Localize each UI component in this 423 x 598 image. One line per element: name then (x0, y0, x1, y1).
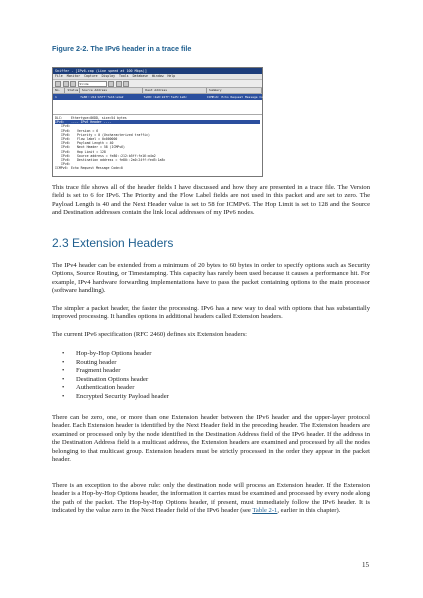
decode-protocol-label: IPv6: (61, 124, 71, 129)
decode-field-value: Version = 6 (77, 128, 99, 133)
screenshot-menu-item: Display (101, 74, 115, 78)
toolbar-capture-icon (108, 81, 114, 87)
decode-protocol-label: IPv6: (61, 137, 71, 142)
paragraph-text-start: There is an exception to the above rule: only the destination node will process an Extension header. If the Extension header is a Hop-by-Hop Options header, the information it carries must be examined and processed by every node along the path of the packet. The Hop-by-Hop Options header, if present, must immediately follow the IPv6 header. It is indicated by the value zero in the Next Header field of the IPv6 header (see (52, 482, 370, 515)
figure-caption: Figure 2-2. The IPv6 header in a trace file (52, 44, 192, 53)
decode-field-value: Echo Request Message Code=0 (71, 166, 123, 171)
toolbar-display-icon (123, 81, 129, 87)
screenshot-toolbar (53, 80, 262, 88)
toolbar-stop-icon (116, 81, 122, 87)
decode-field-value: Flow label = 0x000000 (77, 137, 118, 142)
extension-header-item: • Authentication header (52, 384, 169, 393)
toolbar-print-icon (70, 81, 76, 87)
screenshot-menu-item: Tools (119, 74, 129, 78)
packet-list-column-header: Status (67, 88, 79, 92)
extension-header-item: • Routing header (52, 359, 169, 368)
packet-decode-tree (53, 115, 262, 172)
decode-protocol-label: IPv6: (61, 162, 71, 167)
packet-list-column-header: Source Address (80, 88, 144, 93)
packet-list-cell: fe80::212:b5ff:fe16:a4a2 (80, 95, 124, 99)
decode-protocol-label: IPv6: (61, 149, 71, 154)
decode-protocol-label: IPv6: (61, 153, 71, 158)
paragraph-simpler-header: The simpler a packet header, the faster the processing. IPv6 has a new way to deal with options that has substantially improved processing. It handles options in additional headers called Extension headers. (52, 305, 370, 321)
section-heading: 2.3 Extension Headers (52, 236, 174, 250)
decode-tree-line (55, 166, 260, 170)
packet-list-cell (65, 94, 79, 100)
toolbar-open-icon (55, 81, 61, 87)
paragraph-extension-processing: There can be zero, one, or more than one Extension header between the IPv6 header and the upper-layer protocol header. Each Extension header is identified by the Next Header field in the preceding header. The Extension headers are examined or processed only by the node identified in the Destination Address field of the IPv6 header. If the address in the Destination Address field is a multicast address, the Extension headers are examined and processed by all the nodes belonging to that multicast group. Extension headers must be strictly processed in the order they appear in the packet header. (52, 414, 370, 464)
packet-list-column-header: No. (53, 88, 65, 93)
decode-field-value: ---- IPv6 Header ---- (71, 120, 112, 125)
page-number: 15 (362, 561, 369, 569)
packet-list-cell: 1 (55, 95, 57, 99)
extension-header-item: • Encrypted Security Payload header (52, 393, 169, 402)
packet-list-empty (53, 100, 262, 115)
decode-field-value: Destination address = fe80::2a0:24ff:fed5:1a8c (77, 158, 166, 163)
screenshot-menu-item: Capture (84, 74, 98, 78)
packet-list-column-header: Dest Address (143, 88, 207, 93)
decode-field-value: Ethertype=86DD, size=54 bytes (71, 116, 127, 120)
packet-list-row (53, 94, 271, 100)
decode-protocol-label: IPv6: (61, 132, 71, 137)
toolbar-save-icon (63, 81, 69, 87)
packet-list-column-header: Summary (207, 88, 262, 93)
decode-field-value: Next Header = 58 (ICMPv6) (77, 145, 125, 150)
packet-list-cell: ICMPv6: Echo Request Message Code=0 (206, 95, 271, 99)
decode-field-value: Hop Limit = 128 (77, 149, 106, 154)
decode-field-value: Source address = fe80::212:b5ff:fe16:a4a2 (77, 153, 156, 158)
decode-protocol-label: DLC: (55, 116, 63, 120)
screenshot-menu-item: Window (151, 74, 164, 78)
screenshot-menu-item: File (55, 74, 63, 78)
extension-header-list (52, 350, 169, 401)
decode-protocol-label: IPv6: (61, 145, 71, 150)
decode-field-value: Payload Length = 40 (77, 141, 114, 146)
decode-protocol-label: IPv6: (55, 120, 65, 125)
decode-protocol-label: IPv6: (61, 141, 71, 146)
screenshot-menu-item: Monitor (66, 74, 81, 78)
paragraph-rfc-2460: The current IPv6 specification (RFC 2460) defines six Extension headers: (52, 331, 248, 338)
extension-header-item: • Hop-by-Hop Options header (52, 350, 169, 359)
screenshot-menu-item: Help (167, 74, 176, 78)
screenshot-titlebar: Sniffer - [IPv6.cap (Line speed at 100 Mbps)] (53, 68, 262, 74)
decode-protocol-label: IPv6: (61, 158, 71, 163)
decode-protocol-label: IPv6: (61, 128, 71, 133)
decode-protocol-label: ICMPv6: (55, 166, 69, 171)
paragraph-ipv4-options: The IPv4 header can be extended from a minimum of 20 bytes to 60 bytes in order to specify options such as Security Options, Source Routing, or Timestamping. This capacity has rarely been used because it causes a performance hit. For example, IPv4 hardware forwarding implementations have to pass the packet containing options to the main processor (software handling). (52, 262, 370, 295)
paragraph-text-end: , earlier in this chapter). (277, 507, 341, 515)
decode-field-value: Priority = 0 (Uncharacterized traffic) (77, 132, 150, 137)
packet-list-cell: fe80::2a0:24ff:fed5:1a8c (143, 95, 187, 99)
paragraph-hop-by-hop-exception (52, 482, 370, 516)
toolbar-filter-combo: Slide (78, 81, 107, 87)
paragraph-trace-description: This trace file shows all of the header fields I have discussed and how they are presented in a trace file. The Version field is set to 6 for IPv6. The Priority and the Flow Label fields are not used in this packet and are set to zero. The Payload Length is 40 and the Next Header value is set to 58 for ICMPv6. The Hop Limit is set to 128 and the Source and Destination addresses contain the link local addresses of my IPv6 nodes. (52, 184, 370, 217)
screenshot-menu-item: Database (132, 74, 148, 78)
extension-header-item: • Fragment header (52, 367, 169, 376)
trace-file-screenshot (52, 67, 271, 177)
table-2-1-link[interactable]: Table 2-1 (252, 507, 278, 515)
extension-header-item: • Destination Options header (52, 376, 169, 385)
